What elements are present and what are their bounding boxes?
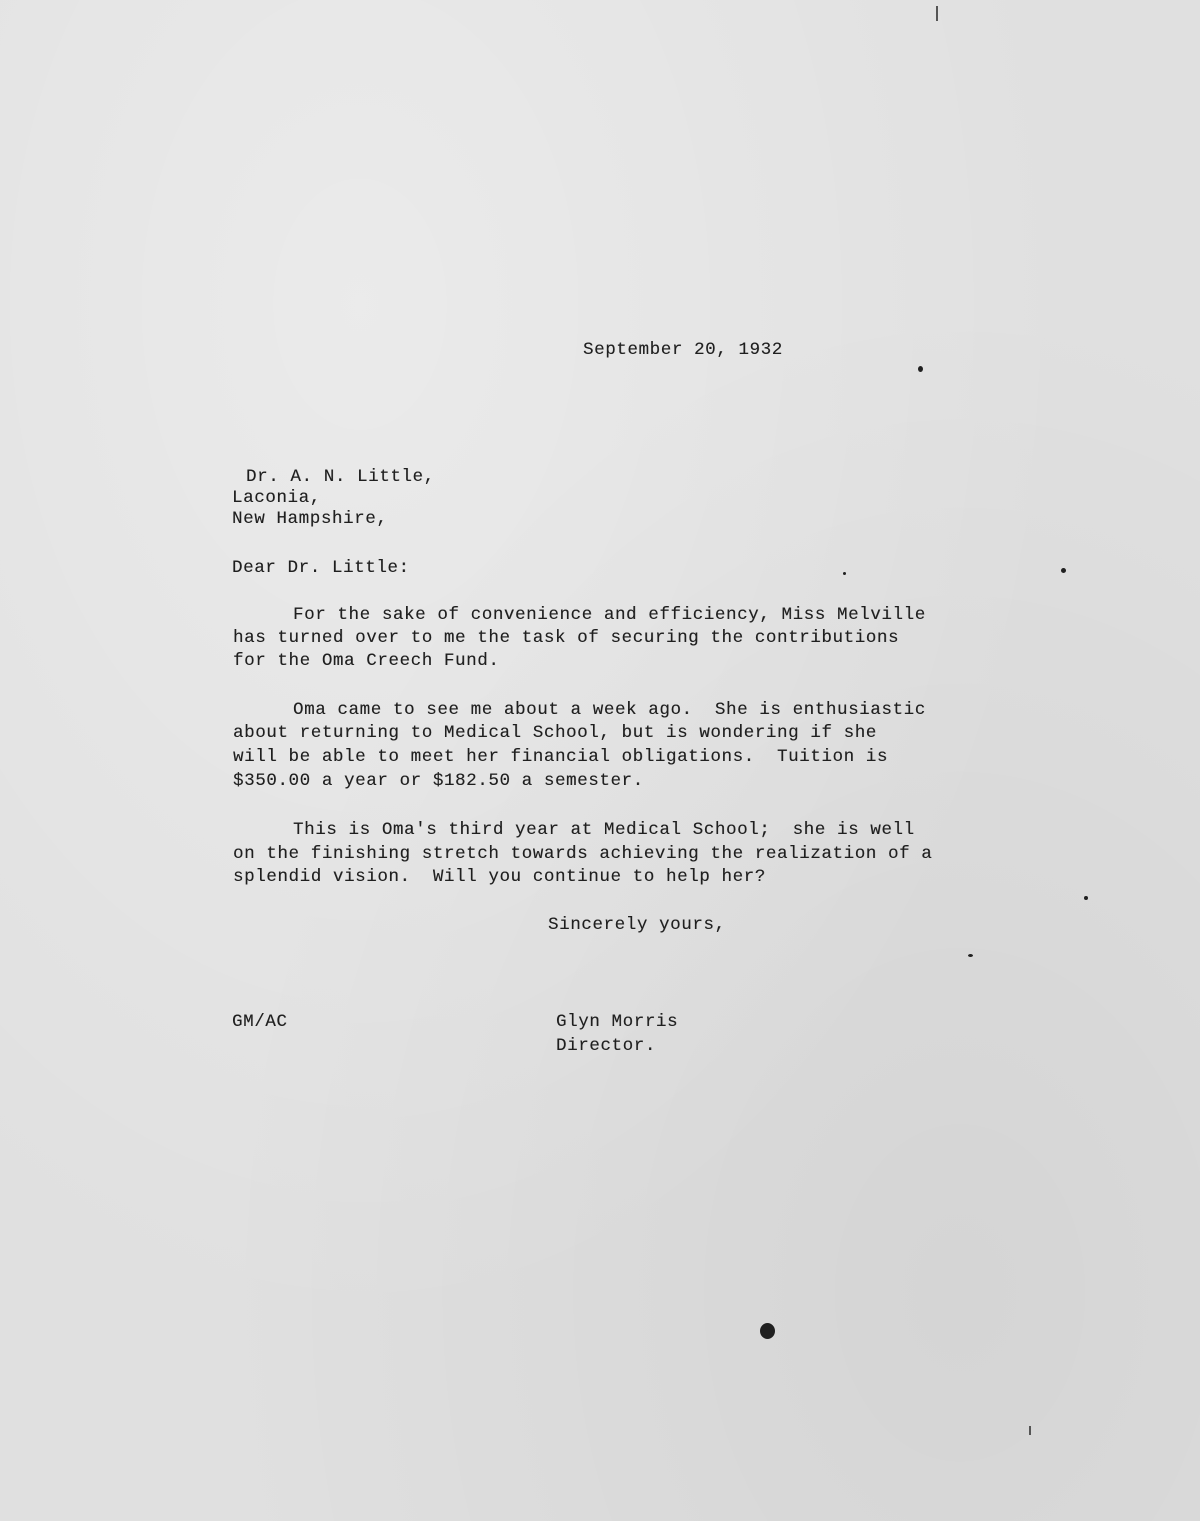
paragraph-2-line-3: will be able to meet her financial obligations. Tuition is — [233, 747, 889, 767]
paragraph-1-line-1: For the sake of convenience and efficiency, Miss Melville — [293, 605, 926, 625]
signer-title: Director. — [556, 1036, 656, 1056]
signer-name: Glyn Morris — [556, 1012, 679, 1032]
paragraph-2-line-2: about returning to Medical School, but is wondering if she — [233, 723, 877, 743]
paper-speck — [918, 366, 923, 372]
recipient-city: Laconia, — [232, 488, 321, 508]
salutation: Dear Dr. Little: — [232, 558, 410, 578]
paragraph-3-line-3: splendid vision. Will you continue to help her? — [233, 867, 766, 887]
closing: Sincerely yours, — [548, 915, 726, 935]
letter-date: September 20, 1932 — [583, 340, 783, 360]
paper-speck — [1061, 568, 1066, 573]
paper-speck — [843, 572, 846, 575]
paper-scratch — [1029, 1426, 1031, 1435]
recipient-name: Dr. A. N. Little, — [246, 467, 435, 487]
paper-speck — [1084, 896, 1088, 900]
paper-speck — [968, 954, 973, 957]
typist-initials: GM/AC — [232, 1012, 288, 1032]
paragraph-1-line-3: for the Oma Creech Fund. — [233, 651, 500, 671]
paragraph-3-line-1: This is Oma's third year at Medical School; she is well — [293, 820, 915, 840]
paper-scratch — [936, 6, 938, 21]
paper-speck — [760, 1323, 775, 1339]
recipient-state: New Hampshire, — [232, 509, 388, 529]
paragraph-3-line-2: on the finishing stretch towards achieving the realization of a — [233, 844, 933, 864]
paragraph-2-line-4: $350.00 a year or $182.50 a semester. — [233, 771, 644, 791]
paragraph-1-line-2: has turned over to me the task of securing the contributions — [233, 628, 900, 648]
paragraph-2-line-1: Oma came to see me about a week ago. She is enthusiastic — [293, 700, 926, 720]
